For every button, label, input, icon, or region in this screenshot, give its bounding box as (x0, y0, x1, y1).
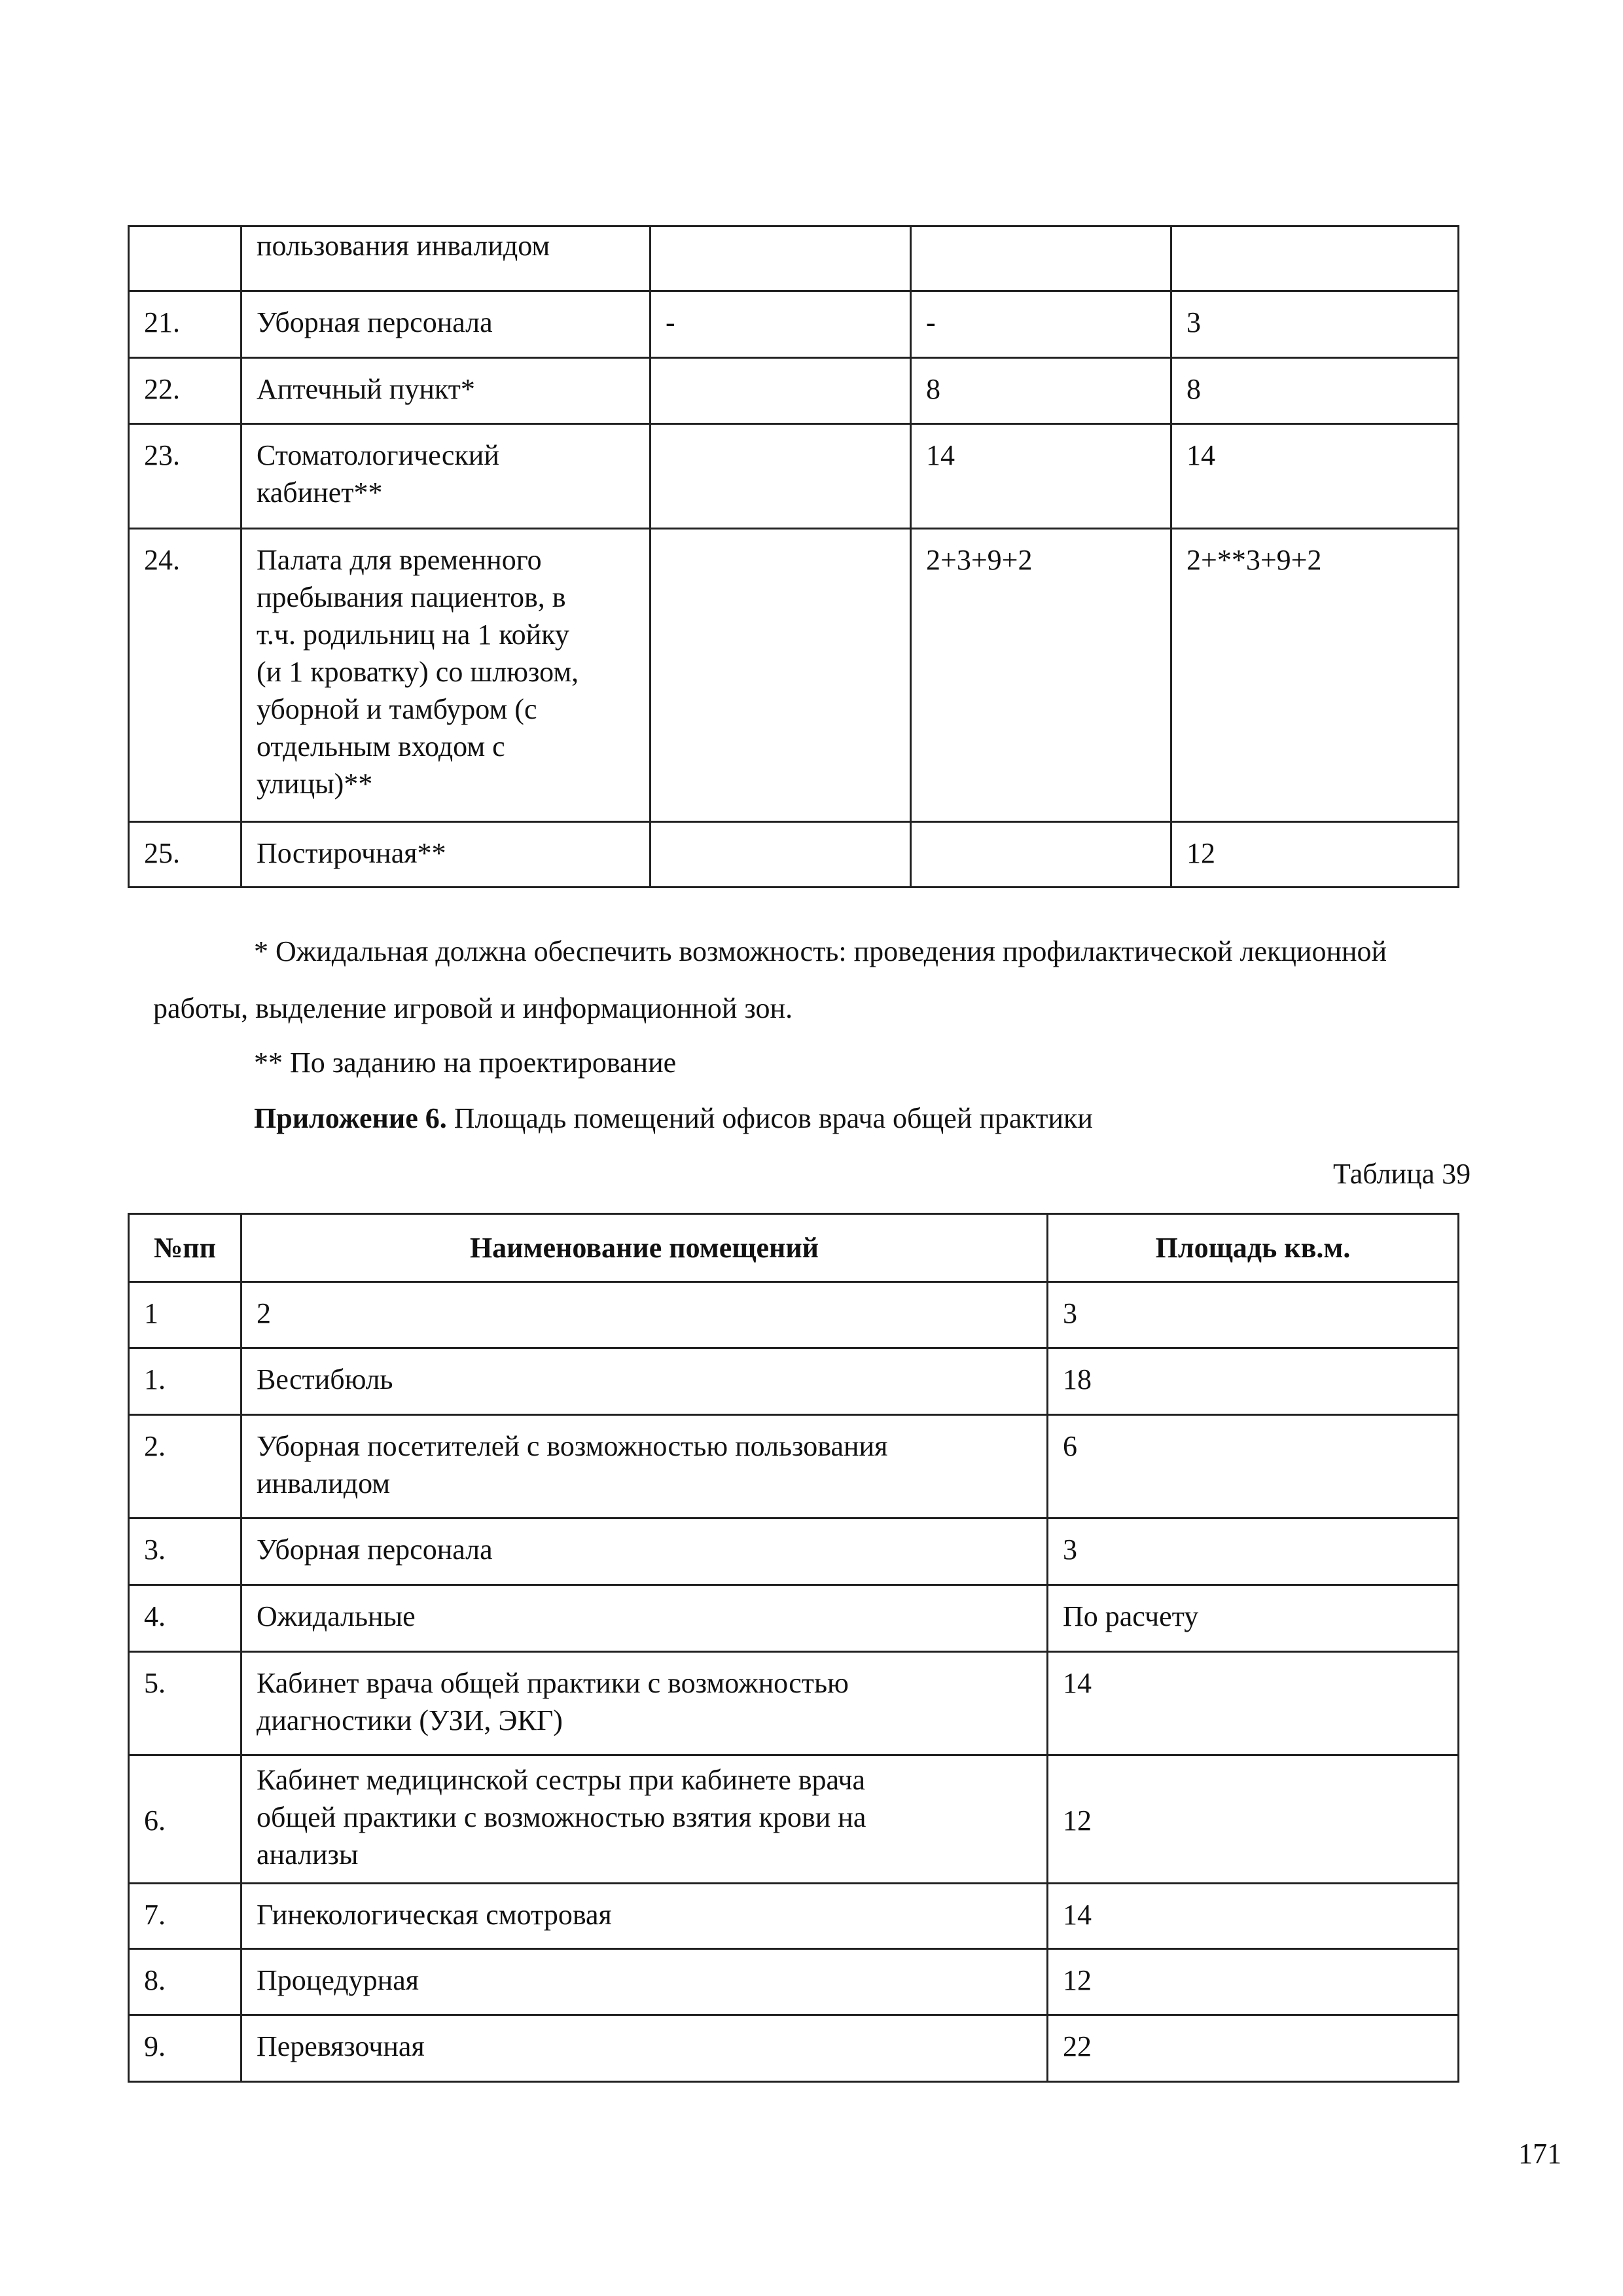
cell-value: - (651, 291, 911, 358)
row-number: 24. (129, 529, 241, 822)
row-number: 21. (129, 291, 241, 358)
table-row (129, 226, 1459, 291)
row-number: 5. (129, 1652, 241, 1755)
cell-value (1171, 226, 1459, 291)
table-row (129, 1652, 1459, 1755)
footnote-waiting-room-cont: работы, выделение игровой и информационной зон. (153, 992, 793, 1024)
room-area: 6 (1048, 1415, 1459, 1518)
room-name: Вестибюль (241, 1348, 1048, 1415)
table-row (129, 1755, 1459, 1884)
row-number (129, 226, 241, 291)
table-row (129, 1518, 1459, 1585)
cell-value (651, 358, 911, 424)
table-row (129, 2015, 1459, 2082)
cell-value: 2+3+9+2 (911, 529, 1171, 822)
column-header: №пп (129, 1214, 241, 1282)
row-number: 22. (129, 358, 241, 424)
table-row (129, 822, 1459, 888)
room-name: Уборная персонала (241, 291, 651, 358)
room-area: 18 (1048, 1348, 1459, 1415)
row-number: 7. (129, 1884, 241, 1949)
room-name: 2 (241, 1282, 1048, 1348)
room-name: Уборная посетителей с возможностью пользования инвалидом (241, 1415, 1048, 1518)
room-area: 3 (1048, 1282, 1459, 1348)
table-row (129, 358, 1459, 424)
room-name: пользования инвалидом (241, 226, 651, 291)
room-area: 14 (1048, 1652, 1459, 1755)
row-number: 8. (129, 1949, 241, 2015)
appendix-heading (254, 1100, 1093, 1137)
table-row (129, 1348, 1459, 1415)
table-row (129, 1949, 1459, 2015)
cell-value: - (911, 291, 1171, 358)
room-area: 3 (1048, 1518, 1459, 1585)
cell-value (911, 822, 1171, 888)
cell-value: 14 (911, 424, 1171, 529)
room-name: Процедурная (241, 1949, 1048, 2015)
page-number: 171 (1518, 2138, 1561, 2170)
row-number: 23. (129, 424, 241, 529)
table-row (129, 1415, 1459, 1518)
appendix-title: Площадь помещений офисов врача общей практики (446, 1102, 1093, 1134)
cell-value: 8 (911, 358, 1171, 424)
room-area: 12 (1048, 1755, 1459, 1884)
cell-value: 12 (1171, 822, 1459, 888)
row-number: 25. (129, 822, 241, 888)
cell-value: 14 (1171, 424, 1459, 529)
table-row (129, 1282, 1459, 1348)
room-area: 12 (1048, 1949, 1459, 2015)
row-number: 3. (129, 1518, 241, 1585)
column-header: Площадь кв.м. (1048, 1214, 1459, 1282)
table-row (129, 529, 1459, 822)
room-name: Кабинет врача общей практики с возможностью диагностики (УЗИ, ЭКГ) (241, 1652, 1048, 1755)
cell-value (651, 226, 911, 291)
room-area: 22 (1048, 2015, 1459, 2082)
cell-value: 2+**3+9+2 (1171, 529, 1459, 822)
rooms-table-continued (128, 225, 1459, 888)
row-number: 1 (129, 1282, 241, 1348)
table-row (129, 424, 1459, 529)
table-row (129, 1884, 1459, 1949)
room-name: Аптечный пункт* (241, 358, 651, 424)
table-caption: Таблица 39 (1333, 1158, 1471, 1190)
footnote-waiting-room: * Ожидальная должна обеспечить возможность: проведения профилактической лекционной (254, 935, 1387, 967)
room-name: Уборная персонала (241, 1518, 1048, 1585)
row-number: 9. (129, 2015, 241, 2082)
table-row (129, 1585, 1459, 1652)
room-name: Перевязочная (241, 2015, 1048, 2082)
cell-value (651, 529, 911, 822)
table-row (129, 291, 1459, 358)
cell-value (911, 226, 1171, 291)
footnote-design-task: ** По заданию на проектирование (254, 1047, 677, 1079)
room-area: 14 (1048, 1884, 1459, 1949)
table-header-row (129, 1214, 1459, 1282)
column-header: Наименование помещений (241, 1214, 1048, 1282)
room-name: Гинекологическая смотровая (241, 1884, 1048, 1949)
cell-value: 3 (1171, 291, 1459, 358)
row-number: 2. (129, 1415, 241, 1518)
cell-value (651, 424, 911, 529)
cell-value: 8 (1171, 358, 1459, 424)
row-number: 1. (129, 1348, 241, 1415)
row-number: 4. (129, 1585, 241, 1652)
row-number: 6. (129, 1755, 241, 1884)
room-area: По расчету (1048, 1585, 1459, 1652)
gp-office-rooms-table (128, 1213, 1459, 2083)
room-name: Кабинет медицинской сестры при кабинете врача общей практики с возможностью взятия крови на анализы (241, 1755, 1048, 1884)
appendix-label: Приложение 6. (254, 1102, 447, 1134)
cell-value (651, 822, 911, 888)
room-name: Палата для временного пребывания пациентов, в т.ч. родильниц на 1 койку (и 1 кроватку) со шлюзом, уборной и тамбуром (с отдельным входом с улицы)** (241, 529, 651, 822)
room-name: Стоматологический кабинет** (241, 424, 651, 529)
room-name: Ожидальные (241, 1585, 1048, 1652)
room-name: Постирочная** (241, 822, 651, 888)
